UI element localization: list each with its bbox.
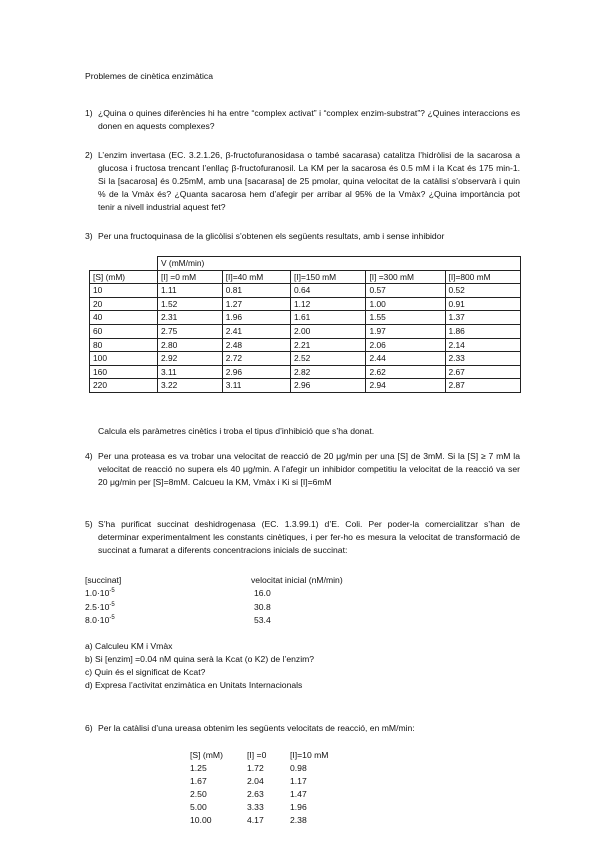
table-row	[90, 311, 521, 325]
table-header-cell: [I] =300 mM	[366, 270, 445, 284]
table-cell: 2.87	[445, 379, 521, 393]
table-cell: 2.00	[291, 325, 366, 339]
urease-col-header: [I] =0	[247, 750, 267, 760]
urease-cell: 1.67	[190, 776, 207, 786]
question-5-items	[85, 640, 314, 692]
question-2	[85, 149, 520, 213]
table-row	[90, 297, 521, 311]
table-cell: 1.97	[366, 325, 445, 339]
question-number: 1)	[85, 108, 93, 118]
velocity-col-header: velocitat inicial (nM/min)	[251, 575, 343, 585]
table-group-header-row	[90, 257, 521, 271]
table-cell: 2.80	[158, 338, 223, 352]
question-3	[85, 230, 520, 243]
table-cell: 1.86	[445, 325, 521, 339]
table-cell: 1.96	[222, 311, 290, 325]
table-row	[90, 338, 521, 352]
question-3-instruction: Calcula els paràmetres cinètics i troba el tipus d’inhibició que s’ha donat.	[98, 426, 375, 436]
table-cell: 2.82	[291, 365, 366, 379]
question-text: L’enzim invertasa (EC. 3.2.1.26, β-fructofuranosidasa o també sacarasa) catalitza l’hidròlisi de la sacarosa a glucosa i fructosa trencant l’enllaç β-fructofuranosil. La KM per la sacarosa és 0.5 mM i la Kcat és 175 min-1. Si la [sacarosa] és 0.25mM, amb una [sacarasa] de 25 pmolar, quina velocitat de la catàlisi s’observarà i quin % de la Vmàx és? ¿Quanta sacarosa hem d’afegir per arribar al 95% de la Vmàx? ¿Quina importància pot tenir a nivell industrial aquest fet?	[98, 150, 520, 212]
table-cell: 3.22	[158, 379, 223, 393]
table-cell: 1.37	[445, 311, 521, 325]
table-corner	[90, 257, 158, 271]
list-item: a) Calculeu KM i Vmàx	[85, 641, 173, 651]
table-cell: 10	[90, 284, 158, 298]
list-item: b) Si [enzim] =0.04 nM quina serà la Kcat (o K2) de l’enzim?	[85, 654, 315, 665]
question-1	[85, 107, 520, 133]
succinate-col-header: [succinat]	[85, 575, 122, 585]
question-number: 3)	[85, 231, 93, 241]
urease-cell: 1.72	[247, 763, 264, 773]
table-cell: 2.67	[445, 365, 521, 379]
urease-cell: 2.38	[290, 815, 307, 825]
urease-cell: 1.96	[290, 802, 307, 812]
table-cell: 2.96	[291, 379, 366, 393]
table-cell: 2.48	[222, 338, 290, 352]
question-4	[85, 450, 520, 489]
table-cell: 3.11	[222, 379, 290, 393]
table-cell: 2.21	[291, 338, 366, 352]
velocity-value: 30.8	[254, 602, 271, 612]
table-cell: 100	[90, 352, 158, 366]
table-row	[90, 352, 521, 366]
table-cell: 2.06	[366, 338, 445, 352]
question-number: 6)	[85, 723, 93, 733]
table-cell: 1.11	[158, 284, 223, 298]
urease-cell: 2.63	[247, 789, 264, 799]
table-cell: 2.75	[158, 325, 223, 339]
table-header-cell: [I]=40 mM	[222, 270, 290, 284]
table-cell: 0.52	[445, 284, 521, 298]
table-cell: 3.11	[158, 365, 223, 379]
table-cell: 2.62	[366, 365, 445, 379]
question-text: Per una proteasa es va trobar una velocitat de reacció de 20 μg/min per una [S] de 3mM. Si la [S] ≥ 7 mM la velocitat de reacció no supera els 40 μg/min. A l’afegir un inhibidor competitiu la velocitat de la reacció va ser 20 μg/min per [S]=8mM. Calcueu la KM, Vmàx i Ki si [I]=6mM	[98, 451, 520, 487]
table-cell: 2.94	[366, 379, 445, 393]
list-item: d) Expresa l’activitat enzimàtica en Unitats Internacionals	[85, 680, 303, 691]
table-header-cell: [S] (mM)	[90, 270, 158, 284]
succinate-value: $1.0\cdot 10^{-5}$	[85, 588, 115, 598]
question-6	[85, 722, 520, 735]
table-cell: 2.44	[366, 352, 445, 366]
urease-cell: 2.50	[190, 789, 207, 799]
question-number: 4)	[85, 451, 93, 461]
question-5	[85, 518, 520, 557]
table-cell: 2.31	[158, 311, 223, 325]
question-text: ¿Quina o quines diferències hi ha entre “complex activat” i “complex enzim-substrat”? ¿Quines interaccions es donen en aquests complexes?	[98, 108, 520, 131]
velocity-value: 16.0	[254, 588, 271, 598]
table-cell: 1.55	[366, 311, 445, 325]
question-text: Per una fructoquinasa de la glicòlisi s’obtenen els següents resultats, amb i sense inhibidor	[98, 231, 445, 241]
question-text: S’ha purificat succinat deshidrogenasa (EC. 1.3.99.1) d’E. Coli. Per poder-la comercialitzar s’han de determinar experimentalment les constants cinètiques, i per fer-ho es mesura la velocitat de transformació de succinat a fumarat a diferents concentracions inicials de succinat:	[98, 519, 520, 555]
urease-cell: 2.04	[247, 776, 264, 786]
table-header-row	[90, 270, 521, 284]
urease-cell: 1.47	[290, 789, 307, 799]
table-cell: 2.14	[445, 338, 521, 352]
table-cell: 2.92	[158, 352, 223, 366]
table-row	[90, 325, 521, 339]
urease-cell: 1.17	[290, 776, 307, 786]
table-cell: 2.52	[291, 352, 366, 366]
table-cell: 2.33	[445, 352, 521, 366]
table-row	[90, 379, 521, 393]
table-header-cell: [I] =0 mM	[158, 270, 223, 284]
table-cell: 2.41	[222, 325, 290, 339]
table-cell: 0.91	[445, 297, 521, 311]
table-row	[90, 365, 521, 379]
urease-cell: 4.17	[247, 815, 264, 825]
urease-cell: 3.33	[247, 802, 264, 812]
urease-cell: 1.25	[190, 763, 207, 773]
table-group-header: V (mM/min)	[158, 257, 521, 271]
table-cell: 2.72	[222, 352, 290, 366]
table-header-cell: [I]=800 mM	[445, 270, 521, 284]
question-text: Per la catàlisi d’una ureasa obtenim les següents velocitats de reacció, en mM/min:	[98, 723, 415, 733]
urease-col-header: [I]=10 mM	[290, 750, 329, 760]
table-cell: 0.57	[366, 284, 445, 298]
table-cell: 60	[90, 325, 158, 339]
question-number: 5)	[85, 519, 93, 529]
question-number: 2)	[85, 150, 93, 160]
table-cell: 1.12	[291, 297, 366, 311]
urease-col-header: [S] (mM)	[190, 750, 223, 760]
urease-cell: 5.00	[190, 802, 207, 812]
table-cell: 0.81	[222, 284, 290, 298]
table-cell: 1.52	[158, 297, 223, 311]
table-cell: 160	[90, 365, 158, 379]
table-cell: 220	[90, 379, 158, 393]
urease-cell: 0.98	[290, 763, 307, 773]
succinate-value: $2.5\cdot 10^{-5}$	[85, 602, 115, 612]
table-cell: 1.00	[366, 297, 445, 311]
table-cell: 2.96	[222, 365, 290, 379]
velocity-value: 53.4	[254, 615, 271, 625]
table-row	[90, 284, 521, 298]
urease-cell: 10.00	[190, 815, 212, 825]
table-cell: 40	[90, 311, 158, 325]
table-cell: 1.61	[291, 311, 366, 325]
table-header-cell: [I]=150 mM	[291, 270, 366, 284]
page-title: Problemes de cinètica enzimàtica	[85, 71, 214, 81]
table-cell: 0.64	[291, 284, 366, 298]
kinetics-table	[89, 256, 521, 393]
table-cell: 20	[90, 297, 158, 311]
table-cell: 80	[90, 338, 158, 352]
succinate-value: $8.0\cdot 10^{-5}$	[85, 615, 115, 625]
table-cell: 1.27	[222, 297, 290, 311]
list-item: c) Quin és el significat de Kcat?	[85, 667, 206, 678]
